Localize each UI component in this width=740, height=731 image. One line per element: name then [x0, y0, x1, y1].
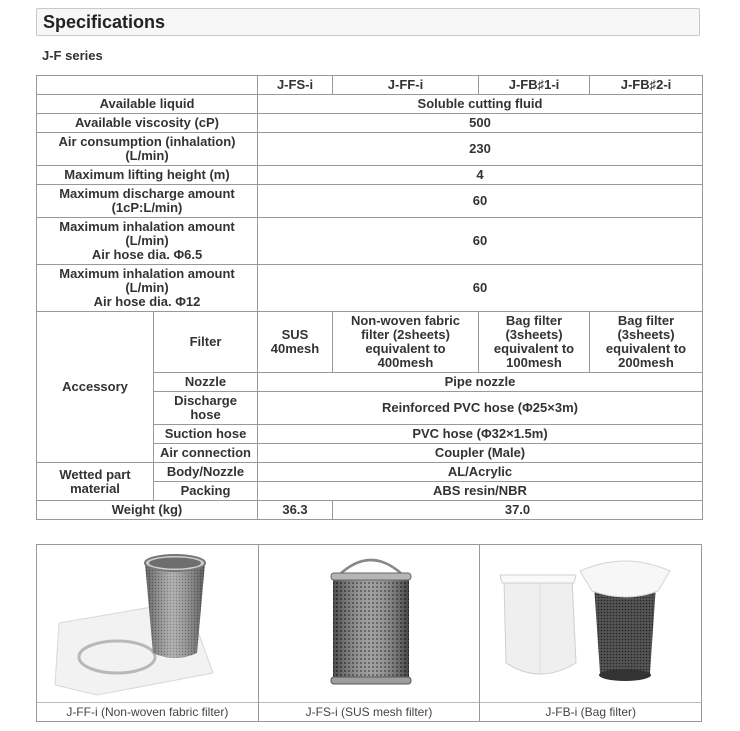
series-title: J-F series — [42, 48, 103, 63]
filter-line: 40mesh — [270, 341, 320, 356]
filter-line: Bag filter — [617, 313, 675, 328]
filter-line: filter (2sheets) — [361, 327, 450, 342]
row-value: ABS resin/NBR — [258, 482, 703, 501]
column-header-jfs: J-FS-i — [258, 76, 333, 95]
filter-cell — [590, 312, 703, 373]
section-title: Specifications — [43, 12, 166, 32]
filter-cell — [258, 312, 333, 373]
table-row — [37, 312, 703, 373]
photo-gallery — [36, 544, 702, 722]
row-value: 500 — [258, 114, 703, 133]
filter-line: equivalent to — [605, 341, 687, 356]
section-header — [36, 8, 700, 36]
label-line: Discharge — [174, 393, 237, 408]
sub-label: Filter — [154, 312, 258, 373]
filter-line: SUS — [281, 327, 309, 342]
group-label-wetted — [37, 463, 154, 501]
label-line: (L/min) — [125, 148, 169, 163]
sub-label: Suction hose — [154, 425, 258, 444]
filter-line: equivalent to — [365, 341, 446, 356]
row-value: 60 — [258, 265, 703, 312]
row-value: Pipe nozzle — [258, 373, 703, 392]
sub-label: Nozzle — [154, 373, 258, 392]
photo-cell — [480, 545, 702, 722]
label-line: material — [70, 480, 120, 496]
label-line: (L/min) — [125, 233, 169, 248]
filter-cell — [479, 312, 590, 373]
label-line: (L/min) — [125, 280, 169, 295]
corner-cell — [37, 76, 258, 95]
column-header-jff: J-FF-i — [333, 76, 479, 95]
table-row — [37, 95, 703, 114]
table-row — [37, 114, 703, 133]
row-value: 4 — [258, 166, 703, 185]
spec-table — [36, 75, 703, 520]
table-row — [37, 265, 703, 312]
label-line: Wetted part — [59, 466, 131, 482]
table-row — [37, 185, 703, 218]
row-value: AL/Acrylic — [258, 463, 703, 482]
weight-others: 37.0 — [333, 501, 703, 520]
bag-filter-image — [480, 545, 701, 702]
row-label: Maximum lifting height (m) — [37, 166, 258, 185]
sub-label: Air connection — [154, 444, 258, 463]
photo-cell — [258, 545, 480, 722]
row-value: PVC hose (Φ32×1.5m) — [258, 425, 703, 444]
sub-label — [154, 392, 258, 425]
table-row — [37, 166, 703, 185]
sub-label: Packing — [154, 482, 258, 501]
row-value: 60 — [258, 185, 703, 218]
filter-line: (3sheets) — [505, 327, 563, 342]
label-line: Air consumption (inhalation) — [58, 134, 236, 149]
photo-caption: J-FF-i (Non-woven fabric filter) — [37, 702, 258, 721]
row-value: 60 — [258, 218, 703, 265]
row-label — [37, 218, 258, 265]
column-header-jfb1: J-FB♯1-i — [479, 76, 590, 95]
column-header-jfb2: J-FB♯2-i — [590, 76, 703, 95]
table-row — [37, 501, 703, 520]
table-row — [37, 463, 703, 482]
header-row — [37, 76, 703, 95]
label-line: Maximum inhalation amount — [59, 219, 235, 234]
group-label-accessory: Accessory — [37, 312, 154, 463]
sub-label: Body/Nozzle — [154, 463, 258, 482]
label-line: Air hose dia. Φ6.5 — [91, 247, 203, 262]
row-label: Weight (kg) — [37, 501, 258, 520]
row-value: 230 — [258, 133, 703, 166]
sus-mesh-basket-image — [259, 545, 480, 702]
photo-caption: J-FS-i (SUS mesh filter) — [259, 702, 480, 721]
table-row — [37, 133, 703, 166]
filter-cell — [333, 312, 479, 373]
label-line: (1cP:L/min) — [111, 200, 183, 215]
non-woven-filter-image — [37, 545, 258, 702]
row-value: Reinforced PVC hose (Φ25×3m) — [258, 392, 703, 425]
row-label — [37, 185, 258, 218]
row-value: Coupler (Male) — [258, 444, 703, 463]
filter-line: equivalent to — [493, 341, 575, 356]
table-row — [37, 218, 703, 265]
row-label — [37, 133, 258, 166]
label-line: Maximum discharge amount — [59, 186, 235, 201]
row-value: Soluble cutting fluid — [258, 95, 703, 114]
filter-line: 400mesh — [377, 355, 434, 370]
filter-line: 100mesh — [506, 355, 562, 370]
filter-line: 200mesh — [618, 355, 674, 370]
row-label — [37, 265, 258, 312]
filter-line: (3sheets) — [617, 327, 675, 342]
photo-cell — [37, 545, 259, 722]
photo-caption: J-FB-i (Bag filter) — [480, 702, 701, 721]
row-label: Available viscosity (cP) — [37, 114, 258, 133]
label-line: Maximum inhalation amount — [59, 266, 235, 281]
row-label: Available liquid — [37, 95, 258, 114]
label-line: Air hose dia. Φ12 — [93, 294, 201, 309]
filter-line: Bag filter — [505, 313, 563, 328]
filter-line: Non-woven fabric — [350, 313, 461, 328]
weight-jfs: 36.3 — [258, 501, 333, 520]
label-line: hose — [190, 407, 221, 422]
